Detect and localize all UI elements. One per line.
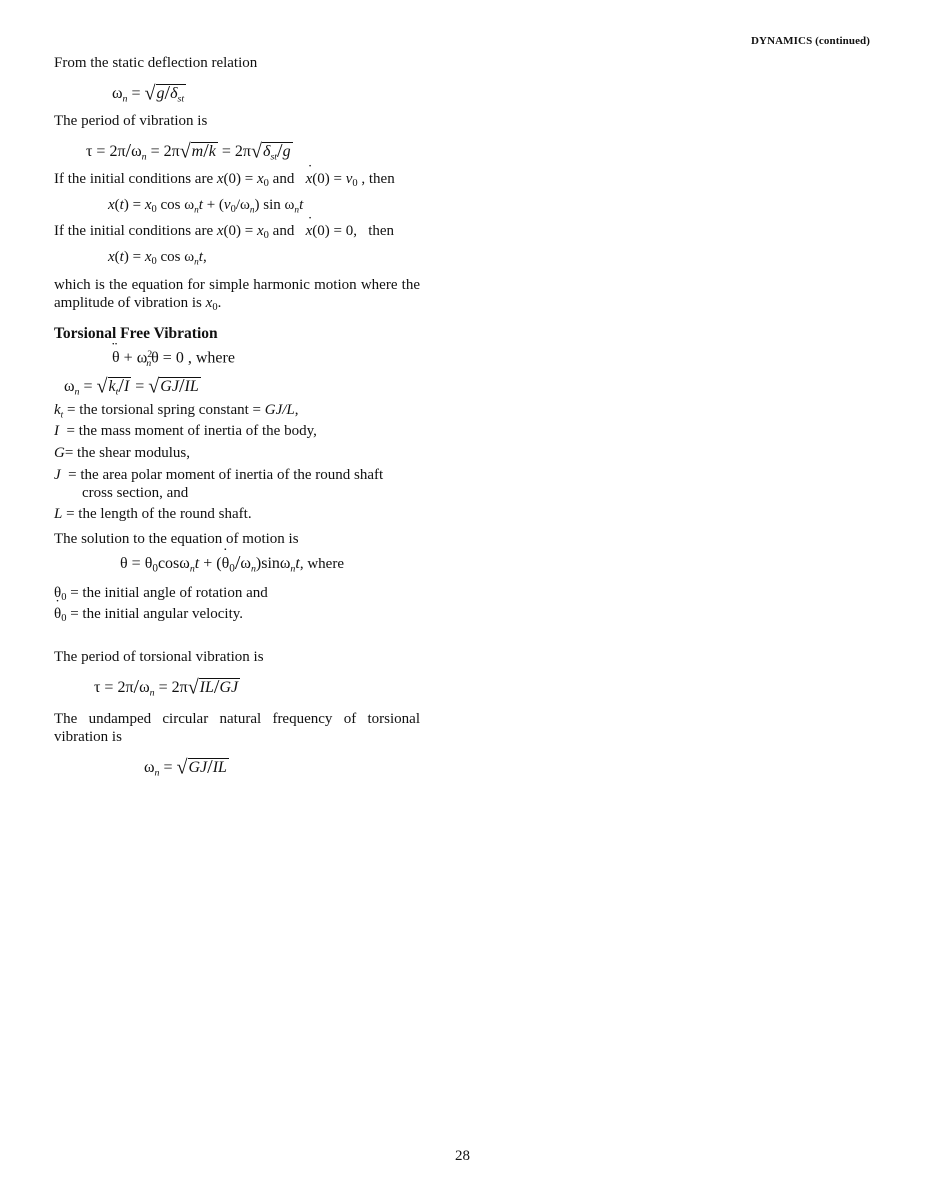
natural-frequency-paragraph: The undamped circular natural frequency of torsional vibration is	[54, 711, 420, 745]
torsional-omega-n-equation: $\omega_n = √k_t/I = √GJ/IL$	[64, 375, 199, 398]
running-header: DYNAMICS (continued)	[751, 35, 871, 47]
solution-equation-2: $x(t) = x_0$ $\cos \omega_nt$,	[108, 249, 207, 268]
natural-frequency-equation: $\omega_n = √GJ/IL$	[144, 756, 227, 779]
torsional-period-equation: $\tau = 2\pi/\omega_n = 2\pi√IL/GJ$	[94, 676, 239, 699]
period-equation: $\tau = 2\pi/\omega_n = 2\pi√m/k = 2\pi√\delta_{st}/g$	[86, 140, 291, 163]
omega-n-static-equation: $\omega_n = √g/\delta_{st}$	[112, 82, 185, 105]
static-deflection-intro: From the static deflection relation	[54, 55, 258, 71]
torsional-equation-of-motion: ¨ $\theta + \omega^2_n\theta = 0$ , where	[112, 349, 235, 369]
definition-G: G= the shear modulus,	[54, 445, 190, 461]
solution-equation-1: $x(t) = x_0$ $\cos \omega_nt + (v_0/\omega_n)$ $\sin \omega_nt$	[108, 197, 304, 216]
definition-L: L = the length of the round shaft.	[54, 506, 252, 522]
torsional-heading: Torsional Free Vibration	[54, 325, 218, 342]
initial-conditions-2: If the initial conditions are $x(0) = x_0$ and ˙ x(0) = 0, then	[54, 223, 394, 242]
initial-conditions-1: If the initial conditions are $x(0) = x_0$ and ˙ $x(0) = v_0$ , then	[54, 171, 395, 190]
definition-I: I = the mass moment of inertia of the body,	[54, 423, 317, 439]
shm-paragraph: which is the equation for simple harmonic motion where the amplitude of vibration is $x_0$.	[54, 277, 420, 314]
torsional-period-intro: The period of torsional vibration is	[54, 649, 264, 665]
definition-J: J = the area polar moment of inertia of the round shaft cross section, and	[54, 467, 384, 501]
page-number: 28	[455, 1148, 470, 1164]
theta0-definition: $\theta_0$ = the initial angle of rotation and	[54, 585, 268, 604]
period-intro: The period of vibration is	[54, 113, 208, 129]
theta0dot-definition: ˙ $\theta_0$ = the initial angular velocity.	[54, 606, 243, 625]
definition-kt: $k_t$ = the torsional spring constant = GJ/L,	[54, 402, 299, 421]
solution-intro: The solution to the equation of motion is	[54, 531, 299, 547]
torsional-solution-equation: $\theta = \theta_0\cos\omega_nt$ + (˙ $\theta_0/\omega_n)\sin\omega_nt$, where	[120, 552, 344, 575]
